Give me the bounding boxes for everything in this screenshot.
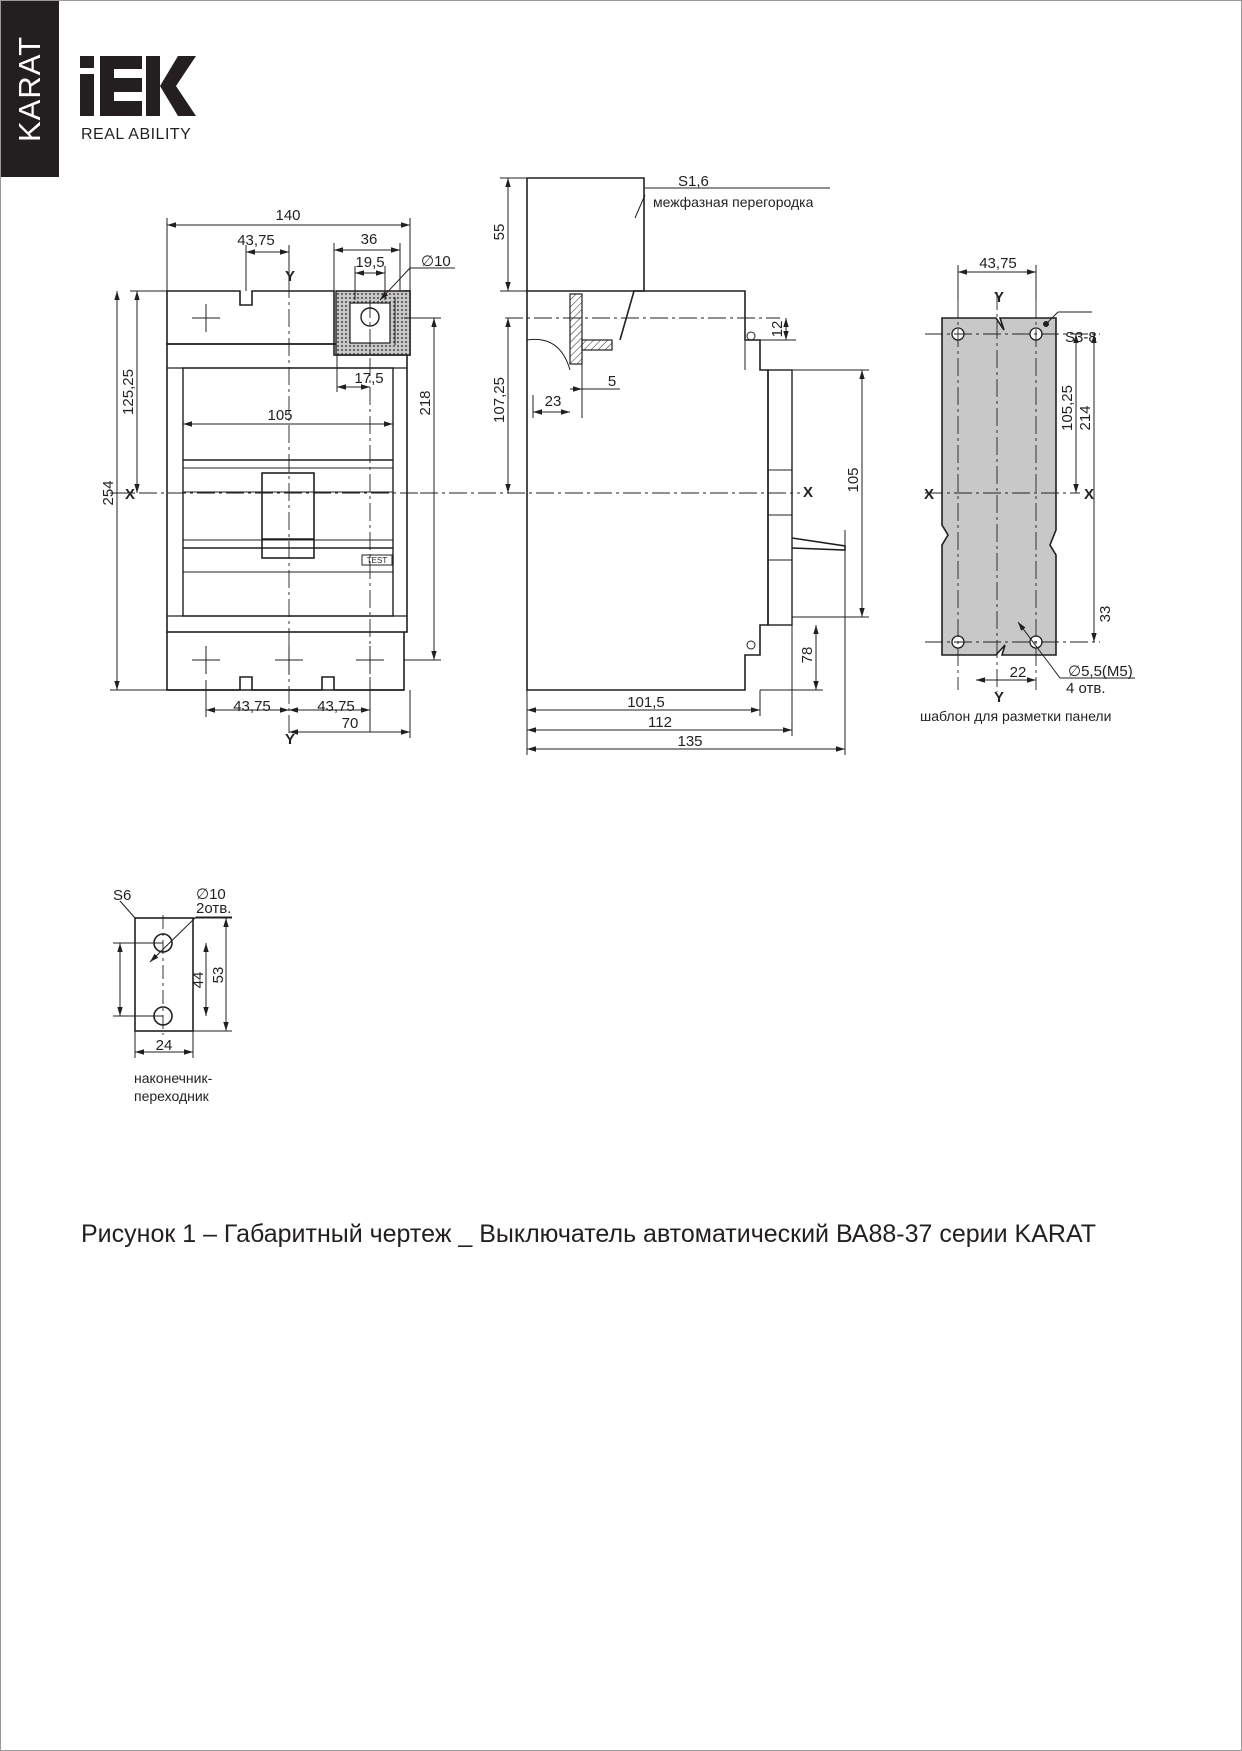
dim-depth-b: 112 xyxy=(648,714,672,731)
barrier-label: межфазная перегородка xyxy=(653,194,814,210)
dim-adapter-thickness: S6 xyxy=(113,887,132,904)
dim-adapter-length: 53 xyxy=(210,966,227,984)
dim-adapter-width: 24 xyxy=(155,1037,173,1054)
dim-height-half: 125,25 xyxy=(120,369,137,415)
front-handle xyxy=(262,473,314,558)
template-axis-y-top: Y xyxy=(993,289,1005,306)
mounting-template xyxy=(925,292,1100,692)
dim-template-hole-height: 214 xyxy=(1077,405,1094,431)
side-dimensions xyxy=(500,178,869,755)
series-tab-label: KARAT xyxy=(12,35,47,143)
dim-top-step: 12 xyxy=(769,320,786,338)
dim-mount-height: 218 xyxy=(417,390,434,416)
dim-half-width: 70 xyxy=(341,715,359,732)
dim-terminal-depth: 23 xyxy=(544,393,562,410)
dim-terminal-width: 36 xyxy=(360,231,378,248)
axis-y-bottom: Y xyxy=(284,731,296,748)
dim-depth-c: 135 xyxy=(677,733,703,750)
front-bottom-block xyxy=(167,632,404,690)
dim-template-half-height: 105,25 xyxy=(1059,385,1076,431)
side-view xyxy=(420,178,845,690)
dim-adapter-hole-diam: ∅10 xyxy=(196,886,226,903)
dim-pole-pitch: 43,75 xyxy=(237,232,275,249)
side-terminal-plate xyxy=(570,294,582,364)
front-test-label: TEST xyxy=(366,556,388,565)
front-body xyxy=(167,344,407,632)
front-view xyxy=(110,280,420,735)
dim-terminal-offset: 17,5 xyxy=(354,370,384,387)
side-handle xyxy=(792,538,845,550)
adapter-plate xyxy=(135,918,193,1031)
dim-barrier-height: 55 xyxy=(491,223,508,241)
template-axis-x-right: X xyxy=(1083,486,1095,503)
dim-plate-thickness: 5 xyxy=(607,373,617,390)
axis-y-top: Y xyxy=(284,268,296,285)
template-axis-x-left: X xyxy=(923,486,935,503)
side-phase-barrier xyxy=(527,178,644,340)
dim-depth-a: 101,5 xyxy=(627,694,665,711)
dim-template-hole-spec: ∅5,5(M5) xyxy=(1068,663,1133,680)
dim-pitch-left: 43,75 xyxy=(233,698,271,715)
dim-template-bottom-offset: 33 xyxy=(1097,605,1114,623)
dim-upper-height: 107,25 xyxy=(491,377,508,423)
front-labels xyxy=(100,207,451,748)
dim-adapter-hole-count: 2отв. xyxy=(196,900,232,917)
adapter-view xyxy=(135,915,193,1035)
brand-tagline: REAL ABILITY xyxy=(81,126,192,143)
dim-front-height: 105 xyxy=(845,467,862,493)
dim-hole-diam: ∅10 xyxy=(421,253,451,270)
dim-template-hole-count: 4 отв. xyxy=(1066,680,1106,697)
dim-pitch-right: 43,75 xyxy=(317,698,355,715)
template-label: шаблон для разметки панели xyxy=(920,708,1112,724)
dim-height-total: 254 xyxy=(100,480,117,506)
dim-template-half-spacing: 22 xyxy=(1009,664,1027,681)
dim-adapter-hole-spacing: 44 xyxy=(190,971,207,989)
dim-inner-width: 105 xyxy=(267,407,293,424)
dim-template-thickness: S3-8 xyxy=(1065,329,1097,346)
figure-caption: Рисунок 1 – Габаритный чертеж _ Выключатель автоматический ВА88-37 серии KARAT xyxy=(81,1220,1097,1248)
dim-bottom-step: 78 xyxy=(799,646,816,664)
adapter-label-line2: переходник xyxy=(134,1088,209,1104)
template-plate xyxy=(942,318,1056,655)
adapter-label-line1: наконечник- xyxy=(134,1070,213,1086)
side-labels xyxy=(491,173,862,750)
dim-hole-spacing: 43,75 xyxy=(979,255,1017,272)
axis-x-side: X xyxy=(802,484,814,501)
dim-terminal-inner: 19,5 xyxy=(355,254,385,271)
template-axis-y-bottom: Y xyxy=(993,689,1005,706)
axis-x-front: X xyxy=(124,486,136,503)
side-body xyxy=(527,291,768,690)
dim-width: 140 xyxy=(275,207,301,224)
dim-barrier-thickness: S1,6 xyxy=(678,173,709,190)
